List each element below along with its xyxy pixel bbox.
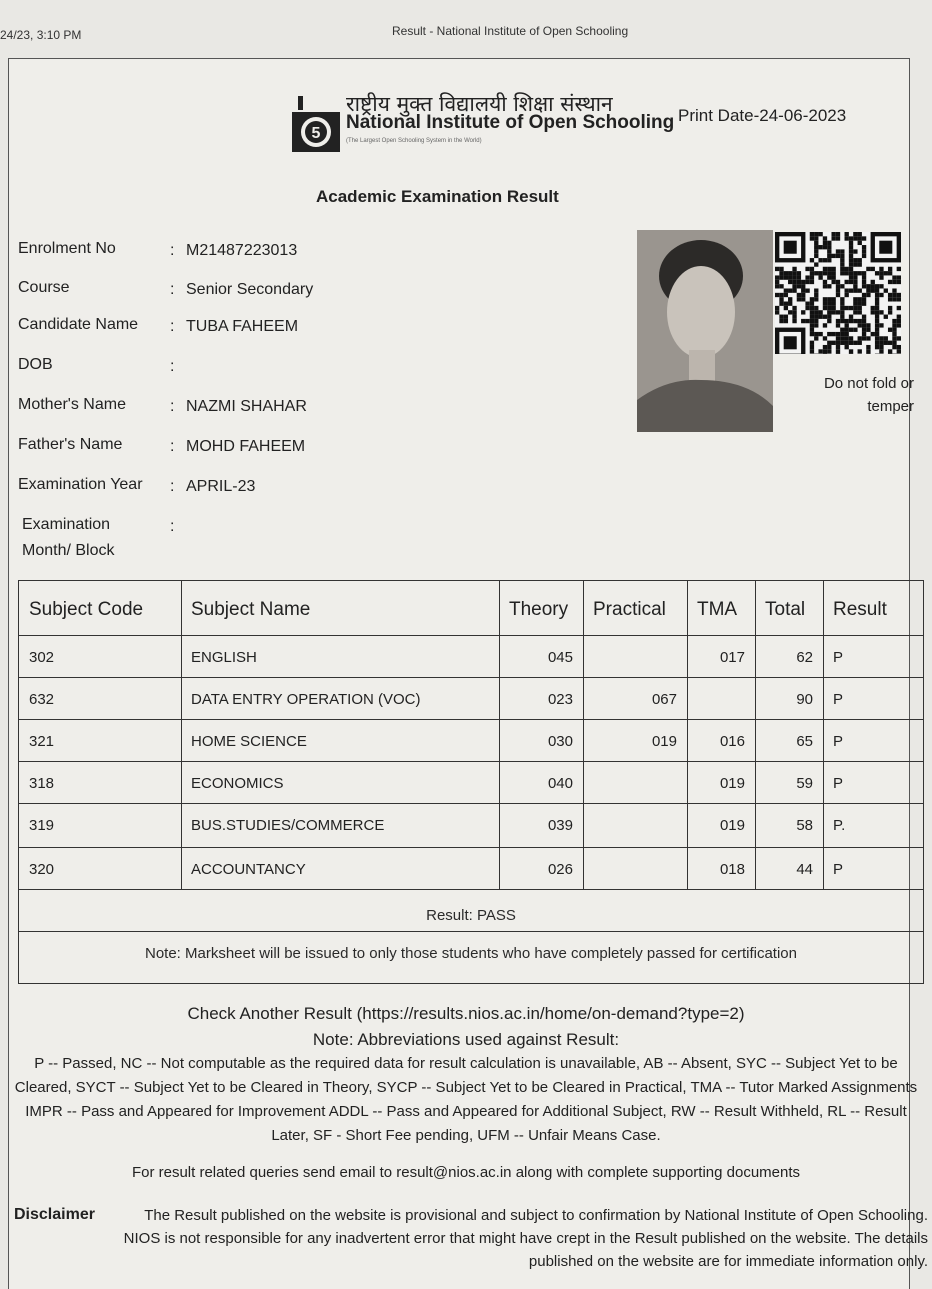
table-cell-name: DATA ENTRY OPERATION (VOC) — [191, 691, 420, 708]
table-column-divider — [823, 581, 824, 889]
table-cell-theory: 040 — [499, 775, 573, 792]
svg-text:5: 5 — [312, 125, 321, 142]
table-row-divider — [19, 635, 923, 636]
table-cell-code: 319 — [29, 817, 54, 834]
field-separator: : — [170, 281, 174, 299]
table-cell-total: 62 — [755, 649, 813, 666]
table-cell-name: ECONOMICS — [191, 775, 284, 792]
table-header-cell: TMA — [697, 599, 737, 621]
table-cell-total: 58 — [755, 817, 813, 834]
table-cell-theory: 026 — [499, 861, 573, 878]
print-timestamp: 24/23, 3:10 PM — [0, 28, 81, 42]
table-row-divider — [19, 931, 923, 932]
field-value: APRIL-23 — [186, 478, 255, 496]
candidate-photo — [637, 230, 773, 432]
print-date: Print Date-24-06-2023 — [678, 106, 846, 126]
field-label: DOB — [18, 352, 53, 378]
queries-note: For result related queries send email to result@nios.ac.in along with complete supporting documents — [0, 1164, 932, 1181]
org-tagline: (The Largest Open Schooling System in the World) — [346, 138, 536, 144]
table-row-divider — [19, 847, 923, 848]
person-photo-icon — [637, 230, 773, 432]
table-cell-practical: 067 — [583, 691, 677, 708]
table-cell-total: 65 — [755, 733, 813, 750]
abbreviations-title: Note: Abbreviations used against Result: — [0, 1030, 932, 1050]
table-cell-name: HOME SCIENCE — [191, 733, 307, 750]
qr-code-icon — [775, 232, 901, 354]
table-cell-name: BUS.STUDIES/COMMERCE — [191, 817, 384, 834]
fold-notice: Do not fold or temper — [790, 372, 914, 418]
table-cell-result: P — [833, 733, 843, 750]
table-cell-total: 90 — [755, 691, 813, 708]
field-separator: : — [170, 478, 174, 496]
table-row-divider — [19, 761, 923, 762]
marksheet-note: Note: Marksheet will be issued to only those students who have completely passed for certification — [19, 945, 923, 962]
field-label: Father's Name — [18, 432, 122, 458]
table-header-cell: Theory — [509, 599, 568, 621]
abbreviations-text: P -- Passed, NC -- Not computable as the required data for result calculation is unavailable, AB -- Absent, SYC -- Subject Yet to be Cleared, SYCT -- Subject Yet to be Cleared in Theory, SYCP -- Subject Yet to be Cleared in Practical, TMA -- Tutor Marked Assignments IMPR -- Pass and Appeared for Improvement ADDL -- Pass and Appeared for Additional Subject, RW -- Result Withheld, RL -- Result Later, SF - Short Fee pending, UFM -- Unfair Means Case. — [14, 1052, 918, 1148]
table-cell-result: P. — [833, 817, 845, 834]
table-cell-theory: 023 — [499, 691, 573, 708]
table-header-cell: Practical — [593, 599, 666, 621]
disclaimer-label: Disclaimer — [14, 1206, 95, 1224]
org-name-hindi: राष्ट्रीय मुक्त विद्यालयी शिक्षा संस्थान — [346, 90, 613, 118]
table-cell-tma: 019 — [687, 817, 745, 834]
table-cell-result: P — [833, 861, 843, 878]
table-cell-total: 44 — [755, 861, 813, 878]
field-label: Examination Year — [18, 472, 143, 498]
field-label: Enrolment No — [18, 236, 116, 262]
table-cell-tma: 019 — [687, 775, 745, 792]
org-name-english: National Institute of Open Schooling — [346, 112, 674, 134]
field-separator: : — [170, 398, 174, 416]
field-label: Candidate Name — [18, 312, 138, 338]
field-value: TUBA FAHEEM — [186, 318, 298, 336]
table-cell-code: 302 — [29, 649, 54, 666]
field-separator: : — [170, 318, 174, 336]
field-separator: : — [170, 438, 174, 456]
table-row-divider — [19, 889, 923, 890]
overall-result: Result: PASS — [19, 907, 923, 924]
table-cell-tma: 016 — [687, 733, 745, 750]
table-cell-name: ENGLISH — [191, 649, 257, 666]
field-separator: : — [170, 358, 174, 376]
table-cell-code: 632 — [29, 691, 54, 708]
print-header — [0, 22, 932, 42]
check-another-result: Check Another Result (https://results.nios.ac.in/home/on-demand?type=2) — [0, 1004, 932, 1024]
table-header-cell: Total — [765, 599, 805, 621]
table-cell-result: P — [833, 649, 843, 666]
field-label: Examination Month/ Block — [22, 512, 114, 564]
table-cell-theory: 039 — [499, 817, 573, 834]
field-label: Mother's Name — [18, 392, 126, 418]
table-cell-total: 59 — [755, 775, 813, 792]
field-separator: : — [170, 242, 174, 260]
field-value: NAZMI SHAHAR — [186, 398, 307, 416]
table-cell-theory: 045 — [499, 649, 573, 666]
table-cell-name: ACCOUNTANCY — [191, 861, 306, 878]
field-separator: : — [170, 518, 174, 536]
table-cell-practical: 019 — [583, 733, 677, 750]
table-cell-code: 321 — [29, 733, 54, 750]
table-cell-tma: 017 — [687, 649, 745, 666]
marks-table — [18, 580, 924, 984]
field-value: MOHD FAHEEM — [186, 438, 305, 456]
field-value: Senior Secondary — [186, 281, 313, 299]
table-row-divider — [19, 803, 923, 804]
table-header-cell: Result — [833, 599, 887, 621]
table-cell-tma: 018 — [687, 861, 745, 878]
nios-logo-icon — [292, 96, 340, 152]
field-label: Course — [18, 275, 70, 301]
table-cell-result: P — [833, 775, 843, 792]
table-row-divider — [19, 677, 923, 678]
table-cell-theory: 030 — [499, 733, 573, 750]
document-title: Academic Examination Result — [316, 187, 559, 207]
table-cell-code: 320 — [29, 861, 54, 878]
table-cell-result: P — [833, 691, 843, 708]
table-row-divider — [19, 719, 923, 720]
table-header-cell: Subject Name — [191, 599, 310, 621]
disclaimer-text: The Result published on the website is provisional and subject to confirmation by National Institute of Open Schooling. NIOS is not responsible for any inadvertent error that might have crept in the Result published on the website. The details published on the website are for immediate information only. — [116, 1204, 928, 1273]
table-header-cell: Subject Code — [29, 599, 143, 621]
print-page-title: Result - National Institute of Open Schooling — [392, 24, 628, 38]
table-cell-code: 318 — [29, 775, 54, 792]
table-column-divider — [181, 581, 182, 889]
field-value: M21487223013 — [186, 242, 297, 260]
